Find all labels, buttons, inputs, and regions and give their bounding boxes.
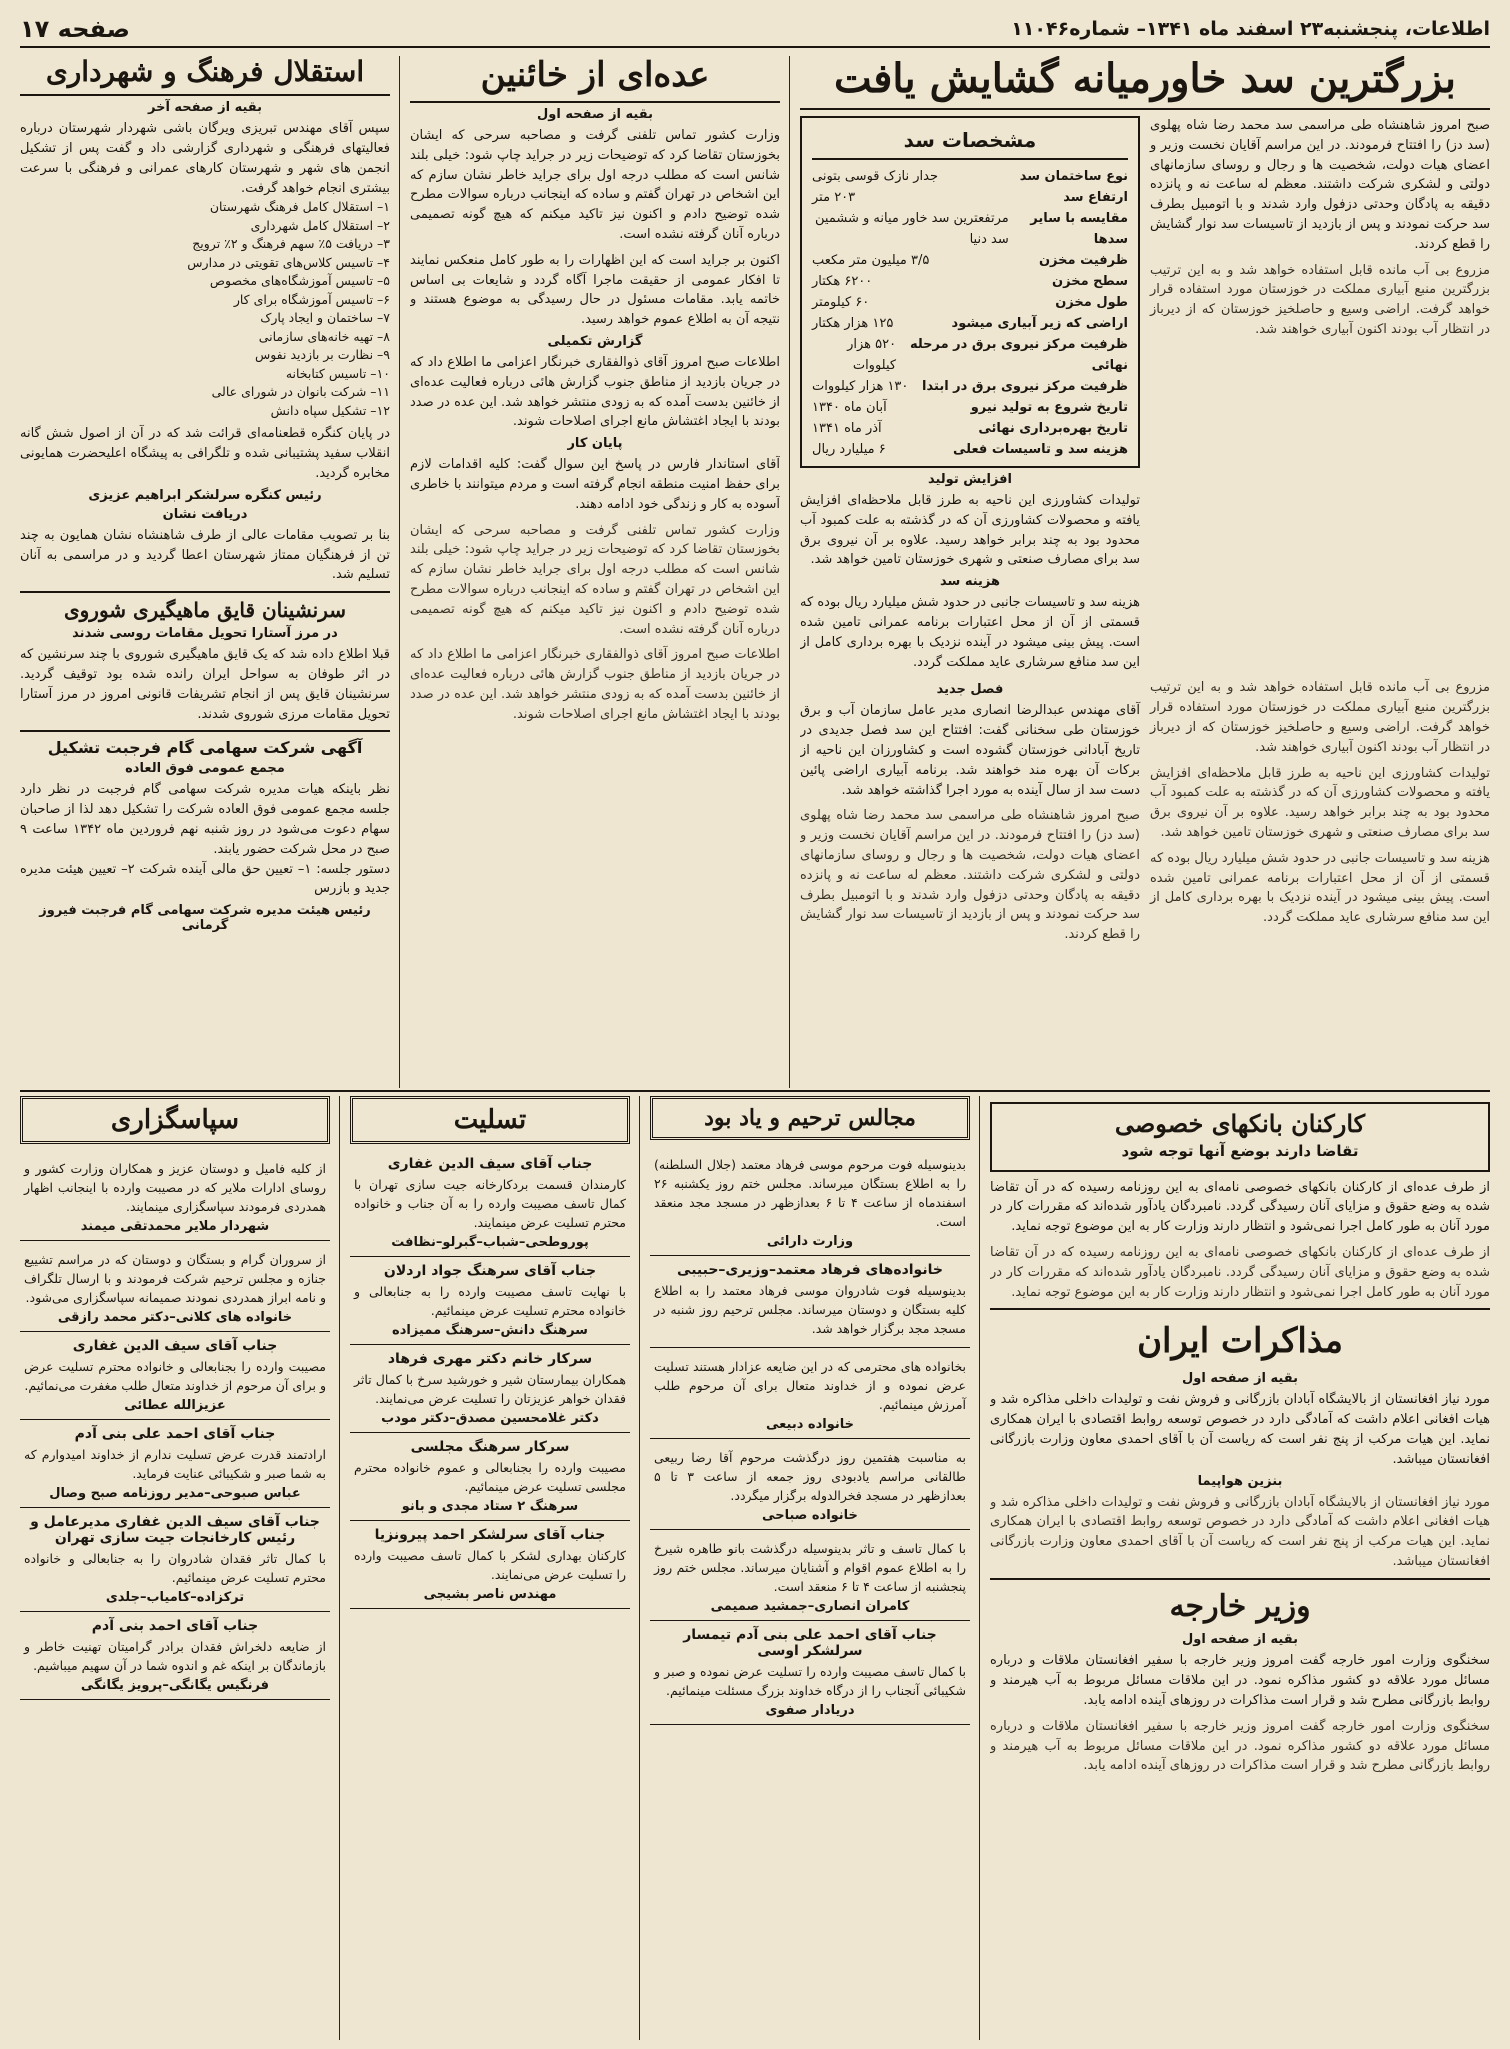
- ad-text: نظر باینکه هیات مدیره شرکت سهامی گام فرجبت در نظر دارد جلسه مجمع عمومی فوق العاده شرکت را تشکیل دهد لذا از صاحبان سهام دعوت می‌شود در روز شنبه نهم فروردین ماه ۱۳۴۲ ساعت ۹ صبح در محل شرکت حضور یابند.: [20, 782, 390, 857]
- dam-text-a-more: صبح امروز شاهنشاه طی مراسمی سد محمد رضا شاه پهلوی (سد دز) را افتتاح فرمودند. در این مراسم آقایان نخست وزیر و اعضای هیات دولت، شخصیت ها و رجال و روسای سازمانهای دولتی و لشکری شرکت داشتند. معظم له ساعت نه و پانزده دقیقه به پادگان وحدتی دزفول وارد شدند و با اتومبیل بطرف سد حرکت نمودند و پس از بازدید از تاسیسات سد نوار گشایش را قطع کردند.: [800, 808, 1140, 943]
- dam-article: [800, 56, 1490, 1088]
- memorial-notice: خانواده‌های فرهاد معتمد–وزیری–حبیبی بدینوسیله فوت شادروان موسی فرهاد معتمد را به اطلاع کلیه بستگان و دوستان میرساند. مجلس ترحیم روز شنبه در مسجد مجد برگزار خواهد شد.: [650, 1256, 970, 1348]
- dam-text-a-repeat: مزروع بی آب مانده قابل استفاده خواهد شد و به این ترتیب بزرگترین منبع آبیاری مملکت در خوزستان مورد استفاده قرار خواهد گرفت. اراضی وسیع و حاصلخیز خوزستان که از دیرباز در انتظار آب بودند اکنون آبیاری خواهند شد.: [1150, 680, 1490, 755]
- spec-row: ظرفیت مرکز نیروی برق در ابتدا ۱۳۰ هزار کیلووات: [812, 379, 1128, 394]
- list-item: ۵– تاسیس آموزشگاه‌های مخصوص: [209, 273, 390, 289]
- condolence-notice: سرکار خانم دکتر مهری فرهاد همکاران بیمارستان شیر و خورشید سرخ با کمال تاثر فقدان خواهر عزیزتان را تسلیت عرض می‌نمایند. دکتر غلامحسین مصدق–دکتر مودب: [350, 1345, 630, 1433]
- traitors-text-c-more: اطلاعات صبح امروز آقای ذوالفقاری خبرنگار اعزامی ما اطلاع داد که در جریان بازدید از مناطق جنوب گزارش هائی درباره فعالیت عده‌ای از خائنین بدست آمده که به زودی منتشر خواهد شد. این عده در صدد بودند با ایجاد اغتشاش مانع اجرای اصلاحات شوند.: [410, 647, 780, 722]
- upper-section: [20, 56, 1490, 1088]
- banks-headline: کارکنان بانکهای خصوصی: [1114, 1109, 1366, 1138]
- list-item: ۲– استقلال کامل شهرداری: [250, 217, 390, 233]
- iran-talks-text: مورد نیاز افغانستان از بالایشگاه آبادان بازرگانی و فروش نفت و تولیدات داخلی مذاکره شد و هیات افغانی اعلام داشت که آمادگی دارد در خصوص توسعه روابط اقتصادی با ایران همکاری نماید. این هیات مرکب از پنج نفر است که ریاست آن با آقای احمدی معاون وزارت بازرگانی افغانستان میباشد.: [990, 1392, 1490, 1467]
- memorial-notice: با کمال تاسف و تاثر بدینوسیله درگذشت بانو طاهره شیرخ را به اطلاع عموم اقوام و آشنایان میرساند. مجلس ختم روز پنجشنبه از ساعت ۴ تا ۶ منعقد است. کامران انصاری–جمشید صمیمی: [650, 1530, 970, 1621]
- iran-talks-cont: بقیه از صفحه اول: [1182, 1371, 1298, 1387]
- ad-sub: مجمع عمومی فوق العاده: [125, 761, 285, 777]
- dam-text-c-repeat: تولیدات کشاورزی این ناحیه به طرز قابل ملاحظه‌ای افزایش یافته و محصولات کشاورزی آن که در گذشته به علت کمبود آب محدود بود به چند برابر خواهد رسید. علاوه بر آن نیروی برق سد برای مصارف صنعتی و شهری خوزستان تامین خواهد شد.: [1150, 765, 1490, 840]
- lower-right-column: [990, 1096, 1490, 2040]
- thanks-notice: جناب آقای سیف الدین غفاری مدیرعامل و رئیس کارخانجات جیت سازی تهران با کمال تاثر فقدان شادروان را به جنابعالی و خانواده محترم تسلیت عرض مینمائیم. ترکزاده–کامیاب–جلدی: [20, 1508, 330, 1612]
- dam-text-d: هزینه سد و تاسیسات جانبی در حدود شش میلیارد ریال بوده که قسمتی از آن از محل اعتبارات برنامه عمرانی تامین شده است. پیش بینی میشود در آینده نزدیک با بهره برداری کامل از این سد منافع سرشاری عاید مملکت گردد.: [800, 595, 1140, 670]
- culture-headline: استقلال فرهنگ و شهرداری: [20, 56, 390, 96]
- dam-sub-new: فصل جدید: [936, 682, 1004, 698]
- list-item: ۷– ساختمان و ایجاد پارک: [260, 310, 390, 326]
- running-header: [20, 12, 1490, 48]
- culture-text-c: بنا بر تصویب مقامات عالی از طرف شاهنشاه نشان همایون به چند تن از فرهنگیان ممتاز شهرستان اعطا گردید و در مراسمی به آنان تسلیم شد.: [20, 527, 390, 583]
- spec-row: ارتفاع سد ۲۰۳ متر: [812, 190, 1128, 205]
- dam-text-d-repeat: هزینه سد و تاسیسات جانبی در حدود شش میلیارد ریال بوده که قسمتی از آن از محل اعتبارات برنامه عمرانی تامین شده است. پیش بینی میشود در آینده نزدیک با بهره برداری کامل از این سد منافع سرشاری عاید مملکت گردد.: [1150, 850, 1490, 926]
- traitors-cont: بقیه از صفحه اول: [537, 107, 653, 123]
- thanks-header: سپاسگزاری: [20, 1096, 330, 1144]
- spec-row: ظرفیت مرکز نیروی برق در مرحله نهائی ۵۲۰ هزار کیلووات: [847, 337, 1128, 373]
- culture-sub-receipt: دریافت نشان: [162, 506, 248, 522]
- dam-spec-title: مشخصات سد: [903, 128, 1037, 152]
- list-item: ۴– تاسیس کلاس‌های تقویتی در مدارس: [187, 254, 390, 270]
- memorial-notice: بخانواده های محترمی که در این ضایعه عزادار هستند تسلیت عرض نموده و از خداوند متعال برای آن مرحوم طلب آمرزش مینمائیم. خانواده دبیعی: [650, 1348, 970, 1439]
- list-item: ۳– دریافت ۵٪ سهم فرهنگ و ۲٪ ترویج: [192, 236, 390, 252]
- thanks-notice: از کلیه فامیل و دوستان عزیز و همکاران وزارت کشور و روسای ادارات ملایر که در مصیبت وارده با اینجانب اظهار همدردی فرمودند سپاسگزاری مینمایند. شهردار ملایر محمدتقی میمند: [20, 1150, 330, 1241]
- dam-text-a: صبح امروز شاهنشاه طی مراسمی سد محمد رضا شاه پهلوی (سد دز) را افتتاح فرمودند. در این مراسم آقایان نخست وزیر و اعضای هیات دولت، شخصیت ها و رجال و روسای سازمانهای دولتی و لشکری شرکت داشتند. معظم له ساعت نه و پانزده دقیقه به پادگان وحدتی دزفول وارد شدند و با اتومبیل بطرف سد حرکت نمودند و پس از بازدید از تاسیسات سد نوار گشایش را قطع کردند.: [1150, 118, 1490, 252]
- thanks-notice: جناب آقای سیف الدین غفاری مصیبت وارده را بجنابعالی و خانواده محترم تسلیت عرض و برای آن مرحوم از خداوند متعال طلب مغفرت می‌نمائیم. عزیزالله عطائی: [20, 1332, 330, 1420]
- foreign-headline: وزیر خارجه: [1169, 1588, 1311, 1624]
- traitors-text-a-more: وزارت کشور تماس تلفنی گرفت و مصاحبه سرحی که ایشان بخوزستان تقاضا کرد که توضیحات زیر در جراید چاپ شود: خیلی بلند شانس است که مطلب درجه اول برای جراید خاطر نشان سازم که این اشخاص در تهران گفتم و ساده که اینجانب درباره سوالات مطرح شده توضیح دادم و اکنون نیز تاکید میکنم که هیچ گونه تصمیمی درباره آنان گرفته نشده است.: [410, 522, 780, 637]
- list-item: ۱۲– تشکیل سپاه دانش: [270, 402, 390, 418]
- list-item: ۶– تاسیس آموزشگاه برای کار: [233, 291, 390, 307]
- dam-text-e: آقای مهندس عبدالرضا انصاری مدیر عامل سازمان آب و برق خوزستان طی سخنانی گفت: افتتاح این سد فصل جدیدی در تاریخ آبادانی خوزستان گشوده است و کشاورزان این ناحیه از برکات آن بهره مند خواهند شد. برنامه آبیاری اراضی پائین دست سد از سال آینده به مورد اجرا گذاشته خواهد شد.: [800, 703, 1140, 798]
- spec-row: طول مخزن ۶۰ کیلومتر: [812, 295, 1128, 310]
- ad-sig: رئیس هیئت مدیره شرکت سهامی گام فرجبت فیروز گرمانی: [39, 903, 371, 934]
- traitors-article: [410, 56, 780, 1088]
- lower-section: [20, 1096, 1490, 2040]
- memorial-notice: جناب آقای احمد علی بنی آدم تیمسار سرلشکر اوسی با کمال تاسف مصیبت وارده را تسلیت عرض نموده و صبر و شکیبائی آنجناب را از درگاه خداوند بزرگ مسئلت مینمائیم. دریادار صفوی: [650, 1621, 970, 1725]
- dam-spec-box: [800, 116, 1140, 468]
- spec-row: هزینه سد و تاسیسات فعلی ۶ میلیارد ریال: [812, 442, 1128, 457]
- page-number: صفحه ۱۷: [20, 15, 130, 43]
- spec-row: اراضی که زیر آبیاری میشود ۱۲۵ هزار هکتار: [812, 316, 1128, 331]
- banks-box: [990, 1102, 1490, 1172]
- banks-sub: تقاضا دارند بوضع آنها توجه شود: [1121, 1141, 1359, 1160]
- condolence-notice: جناب آقای سرهنگ جواد اردلان با نهایت تاسف مصیبت وارده را به جنابعالی و خانواده محترم تسلیت عرض مینمائیم. سرهنگ دانش–سرهنگ ممیزاده: [350, 1257, 630, 1345]
- memorial-column: [650, 1096, 970, 2040]
- list-item: ۱۰– تاسیس کتابخانه: [285, 365, 390, 381]
- condolence-header: تسلیت: [350, 1096, 630, 1144]
- banks-text-more: از طرف عده‌ای از کارکنان بانکهای خصوصی نامه‌ای به این روزنامه رسیده که در آن تقاضا شده به وضع حقوق و مزایای آنان رسیدگی گردد. نامبردگان یادآور شده‌اند که مقررات کار در مورد آنان به طور کامل اجرا نمی‌شود و انتظار دارند وزارت کار به این موضوع توجه نماید.: [990, 1244, 1490, 1300]
- ad-agenda: دستور جلسه: ۱– تعیین حق مالی آینده شرکت ۲– تعیین هیئت مدیره جدید و بازرس: [20, 861, 390, 897]
- spec-row: تاریخ بهره‌برداری نهائی آذر ماه ۱۳۴۱: [812, 421, 1128, 436]
- thanks-notice: جناب آقای احمد علی بنی آدم ارادتمند قدرت عرض تسلیت ندارم از خداوند امیدوارم که به شما صبر و شکیبائی عنایت فرماید. عباس صبوحی–مدیر روزنامه صبح وصال: [20, 1420, 330, 1508]
- banks-text: از طرف عده‌ای از کارکنان بانکهای خصوصی نامه‌ای به این روزنامه رسیده که در آن تقاضا شده به وضع حقوق و مزایای آنان رسیدگی گردد. نامبردگان یادآور شده‌اند که مقررات کار در مورد آنان به طور کامل اجرا نمی‌شود و انتظار دارند وزارت کار به این موضوع توجه نماید.: [990, 1179, 1490, 1235]
- issue-line: اطلاعات، پنجشنبه۲۳ اسفند ماه ۱۳۴۱– شماره۱۱۰۴۶: [1011, 18, 1490, 40]
- spec-row: تاریخ شروع به تولید نیرو آبان ماه ۱۳۴۰: [812, 400, 1128, 415]
- list-item: ۸– تهیه خانه‌های سازمانی: [258, 328, 390, 344]
- list-item: ۹– نظارت بر بازدید نفوس: [254, 347, 390, 363]
- iran-talks-text-more: مورد نیاز افغانستان از بالایشگاه آبادان بازرگانی و فروش نفت و تولیدات داخلی مذاکره شد و هیات افغانی اعلام داشت که آمادگی دارد در خصوص توسعه روابط اقتصادی با ایران همکاری نماید. این هیات مرکب از پنج نفر است که ریاست آن با آقای احمدی معاون وزارت بازرگانی افغانستان میباشد.: [990, 1494, 1490, 1570]
- memorial-header: مجالس ترحیم و یاد بود: [650, 1096, 970, 1140]
- caspian-headline: سرنشینان قایق ماهیگیری شوروی: [63, 598, 347, 623]
- condolence-column: [350, 1096, 630, 2040]
- spec-row: نوع ساختمان سد جدار نازک قوسی بتونی: [812, 169, 1128, 184]
- condolence-notice: جناب آقای سیف الدین غفاری کارمندان قسمت بردکارخانه جیت سازی تهران با کمال تاسف مصیبت وارده را به آن جناب و خانواده محترم تسلیت عرض مینمایند. پوروطحی–شباب–گبرلو–نظافت: [350, 1150, 630, 1257]
- thanks-notice: از سروران گرام و بستگان و دوستان که در مراسم تشییع جنازه و مجلس ترحیم شرکت فرمودند و با ارسال تلگراف و نامه ابراز همدردی نمودند صمیمانه سپاسگزاری می‌شود. خانواده های کلانی–دکتر محمد رازقی: [20, 1241, 330, 1332]
- traitors-end: پایان کار: [567, 436, 623, 452]
- spec-row: ظرفیت مخزن ۳/۵ میلیون متر مکعب: [812, 253, 1128, 268]
- dam-sub-increase: افزایش تولید: [927, 472, 1013, 487]
- iran-talks-sub: بنزین هواپیما: [1197, 1473, 1283, 1489]
- thanks-column: [20, 1096, 330, 2040]
- dam-headline: بزرگترین سد خاورمیانه گشایش یافت: [800, 56, 1490, 110]
- traitors-text-d: آقای استاندار فارس در پاسخ این سوال گفت: کلیه اقدامات لازم برای حفظ امنیت منطقه انجام گرفته است و مردم میتوانند با خاطری آسوده به کار و زندگی خود ادامه دهند.: [410, 457, 780, 512]
- dam-text-b: مزروع بی آب مانده قابل استفاده خواهد شد و به این ترتیب بزرگترین منبع آبیاری مملکت در خوزستان مورد استفاده قرار خواهد گرفت. اراضی وسیع و حاصلخیز خوزستان که از دیرباز در انتظار آب بودند اکنون آبیاری خواهند شد.: [1150, 262, 1490, 337]
- foreign-cont: بقیه از صفحه اول: [1182, 1632, 1298, 1648]
- traitors-text-b: اکنون بر جراید است که این اظهارات را به طور کامل منعکس نمایند تا افکار عمومی از حقیقت ماجرا آگاه گردد و شایعات بی اساس خاتمه یابد. مقامات مسئول در حال رسیدگی به موضوع هستند و نتیجه آن به اطلاع عموم خواهد رسید.: [410, 252, 780, 328]
- dam-sub-cost: هزینه سد: [940, 574, 1000, 590]
- memorial-notice: بدینوسیله فوت مرحوم موسی فرهاد معتمد (جلال السلطنه) را به اطلاع بستگان میرساند. مجلس ختم روز یکشنبه ۲۶ اسفندماه از ساعت ۴ تا ۶ بعدازظهر در مسجد مجد منعقد است. وزارت دارائی: [650, 1146, 970, 1256]
- left-column: [20, 56, 390, 1088]
- foreign-text-more: سخنگوی وزارت امور خارجه گفت امروز وزیر خارجه با سفیر افغانستان ملاقات و درباره مسائل مورد علاقه دو کشور مذاکره نمود. در این ملاقات مسائل مربوط به آب هیرمند و روابط بازرگانی مطرح شد و قرار است مذاکرات در روزهای آینده ادامه یابد.: [990, 1718, 1490, 1774]
- dam-text-c: تولیدات کشاورزی این ناحیه به طرز قابل ملاحظه‌ای افزایش یافته و محصولات کشاورزی آن که در گذشته به علت کمبود آب محدود بود به چند برابر خواهد رسید. علاوه بر آن نیروی برق سد برای مصارف صنعتی و شهری خوزستان تامین خواهد شد.: [800, 493, 1140, 568]
- condolence-notice: سرکار سرهنگ مجلسی مصیبت وارده را بجنابعالی و عموم خانواده محترم مجلسی تسلیت عرض مینمائیم. سرهنگ ۲ ستاد مجدی و بانو: [350, 1433, 630, 1521]
- spec-row: مقایسه با سایر سدها مرتفعترین سد خاور میانه و ششمین سد دنیا: [815, 211, 1128, 247]
- traitors-headline: عده‌ای از خائنین: [410, 56, 780, 103]
- traitors-text-c: اطلاعات صبح امروز آقای ذوالفقاری خبرنگار اعزامی ما اطلاع داد که در جریان بازدید از مناطق جنوب گزارش هائی درباره فعالیت عده‌ای از خائنین بدست آمده که به زودی منتشر خواهد شد. این عده در صدد بودند با ایجاد اغتشاش مانع اجرای اصلاحات شوند.: [410, 355, 780, 430]
- list-item: ۱۱– شرکت بانوان در شورای عالی: [211, 384, 390, 400]
- list-item: ۱– استقلال کامل فرهنگ شهرستان: [209, 199, 390, 215]
- iran-talks-headline: مذاکرات ایران: [1137, 1321, 1343, 1362]
- thanks-notice: جناب آقای احمد بنی آدم از ضایعه دلخراش فقدان برادر گرامیتان تهنیت خاطر و بازماندگان بر اینکه غم و اندوه شما در آن سهیم میباشیم. فرنگیس یگانگی–پرویز یگانگی: [20, 1612, 330, 1700]
- memorial-notice: به مناسبت هفتمین روز درگذشت مرحوم آقا رضا ربیعی طالقانی مراسم یادبودی روز جمعه از ساعت ۳ تا ۵ بعدازظهر در مسجد فخرالدوله برگزار میگردد. خانواده صباحی: [650, 1439, 970, 1530]
- foreign-text: سخنگوی وزارت امور خارجه گفت امروز وزیر خارجه با سفیر افغانستان ملاقات و درباره مسائل مورد علاقه دو کشور مذاکره نمود. در این ملاقات مسائل مربوط به آب هیرمند و روابط بازرگانی مطرح شد و قرار است مذاکرات در روزهای آینده ادامه یابد.: [990, 1653, 1490, 1708]
- ad-title: آگهی شرکت سهامی گام فرجبت تشکیل: [47, 738, 363, 758]
- spec-row: سطح مخزن ۶۲۰۰ هکتار: [812, 274, 1128, 289]
- condolence-notice: جناب آقای سرلشکر احمد پیرونزیا کارکنان بهداری لشکر با کمال تاسف مصیبت وارده را تسلیت عرض می‌نمایند. مهندس ناصر بشیجی: [350, 1521, 630, 1609]
- culture-text-b: در پایان کنگره قطعنامه‌ای قرائت شد که در آن از اصول شش گانه انقلاب سفید پشتیبانی شده و تلگرافی به پیشگاه اعلیحضرت همایونی مخابره گردید.: [20, 426, 390, 481]
- culture-sig: رئیس کنگره سرلشکر ابراهیم عزیزی: [88, 487, 322, 503]
- culture-text-a: سپس آقای مهندس تبریزی ویرگان باشی شهردار شهرستان درباره فعالیتهای فرهنگی و شهرداری گزارشی داد و گفت پس از تشکیل انجمن های شهر و شهرستان کارهای عمرانی و فرهنگی با سرعت بیشتری انجام خواهد گرفت.: [20, 121, 390, 196]
- traitors-text-a: وزارت کشور تماس تلفنی گرفت و مصاحبه سرحی که ایشان بخوزستان تقاضا کرد که توضیحات زیر در جراید چاپ شود: خیلی بلند شانس است که مطلب درجه اول برای جراید خاطر نشان سازم که این اشخاص در تهران گفتم و ساده که اینجانب درباره سوالات مطرح شده توضیح دادم و اکنون نیز تاکید میکنم که هیچ گونه تصمیمی درباره آنان گرفته نشده است.: [410, 128, 780, 243]
- dam-spec-list: [812, 166, 1128, 460]
- culture-cont: بقیه از صفحه آخر: [147, 100, 263, 116]
- caspian-text: قبلا اطلاع داده شد که یک قایق ماهیگیری شوروی با چند سرنشین که در اثر طوفان به سواحل ایران رانده شده بود توقیف گردید. سرنشینان قایق پس از انجام تشریفات قانونی امروز در مرز آستارا تحویل مقامات مرزی شوروی شدند.: [20, 647, 390, 722]
- culture-list: [20, 198, 390, 420]
- traitors-sub-report: گزارش تکمیلی: [547, 334, 643, 350]
- caspian-sub: در مرز آستارا تحویل مقامات روسی شدند: [72, 626, 338, 642]
